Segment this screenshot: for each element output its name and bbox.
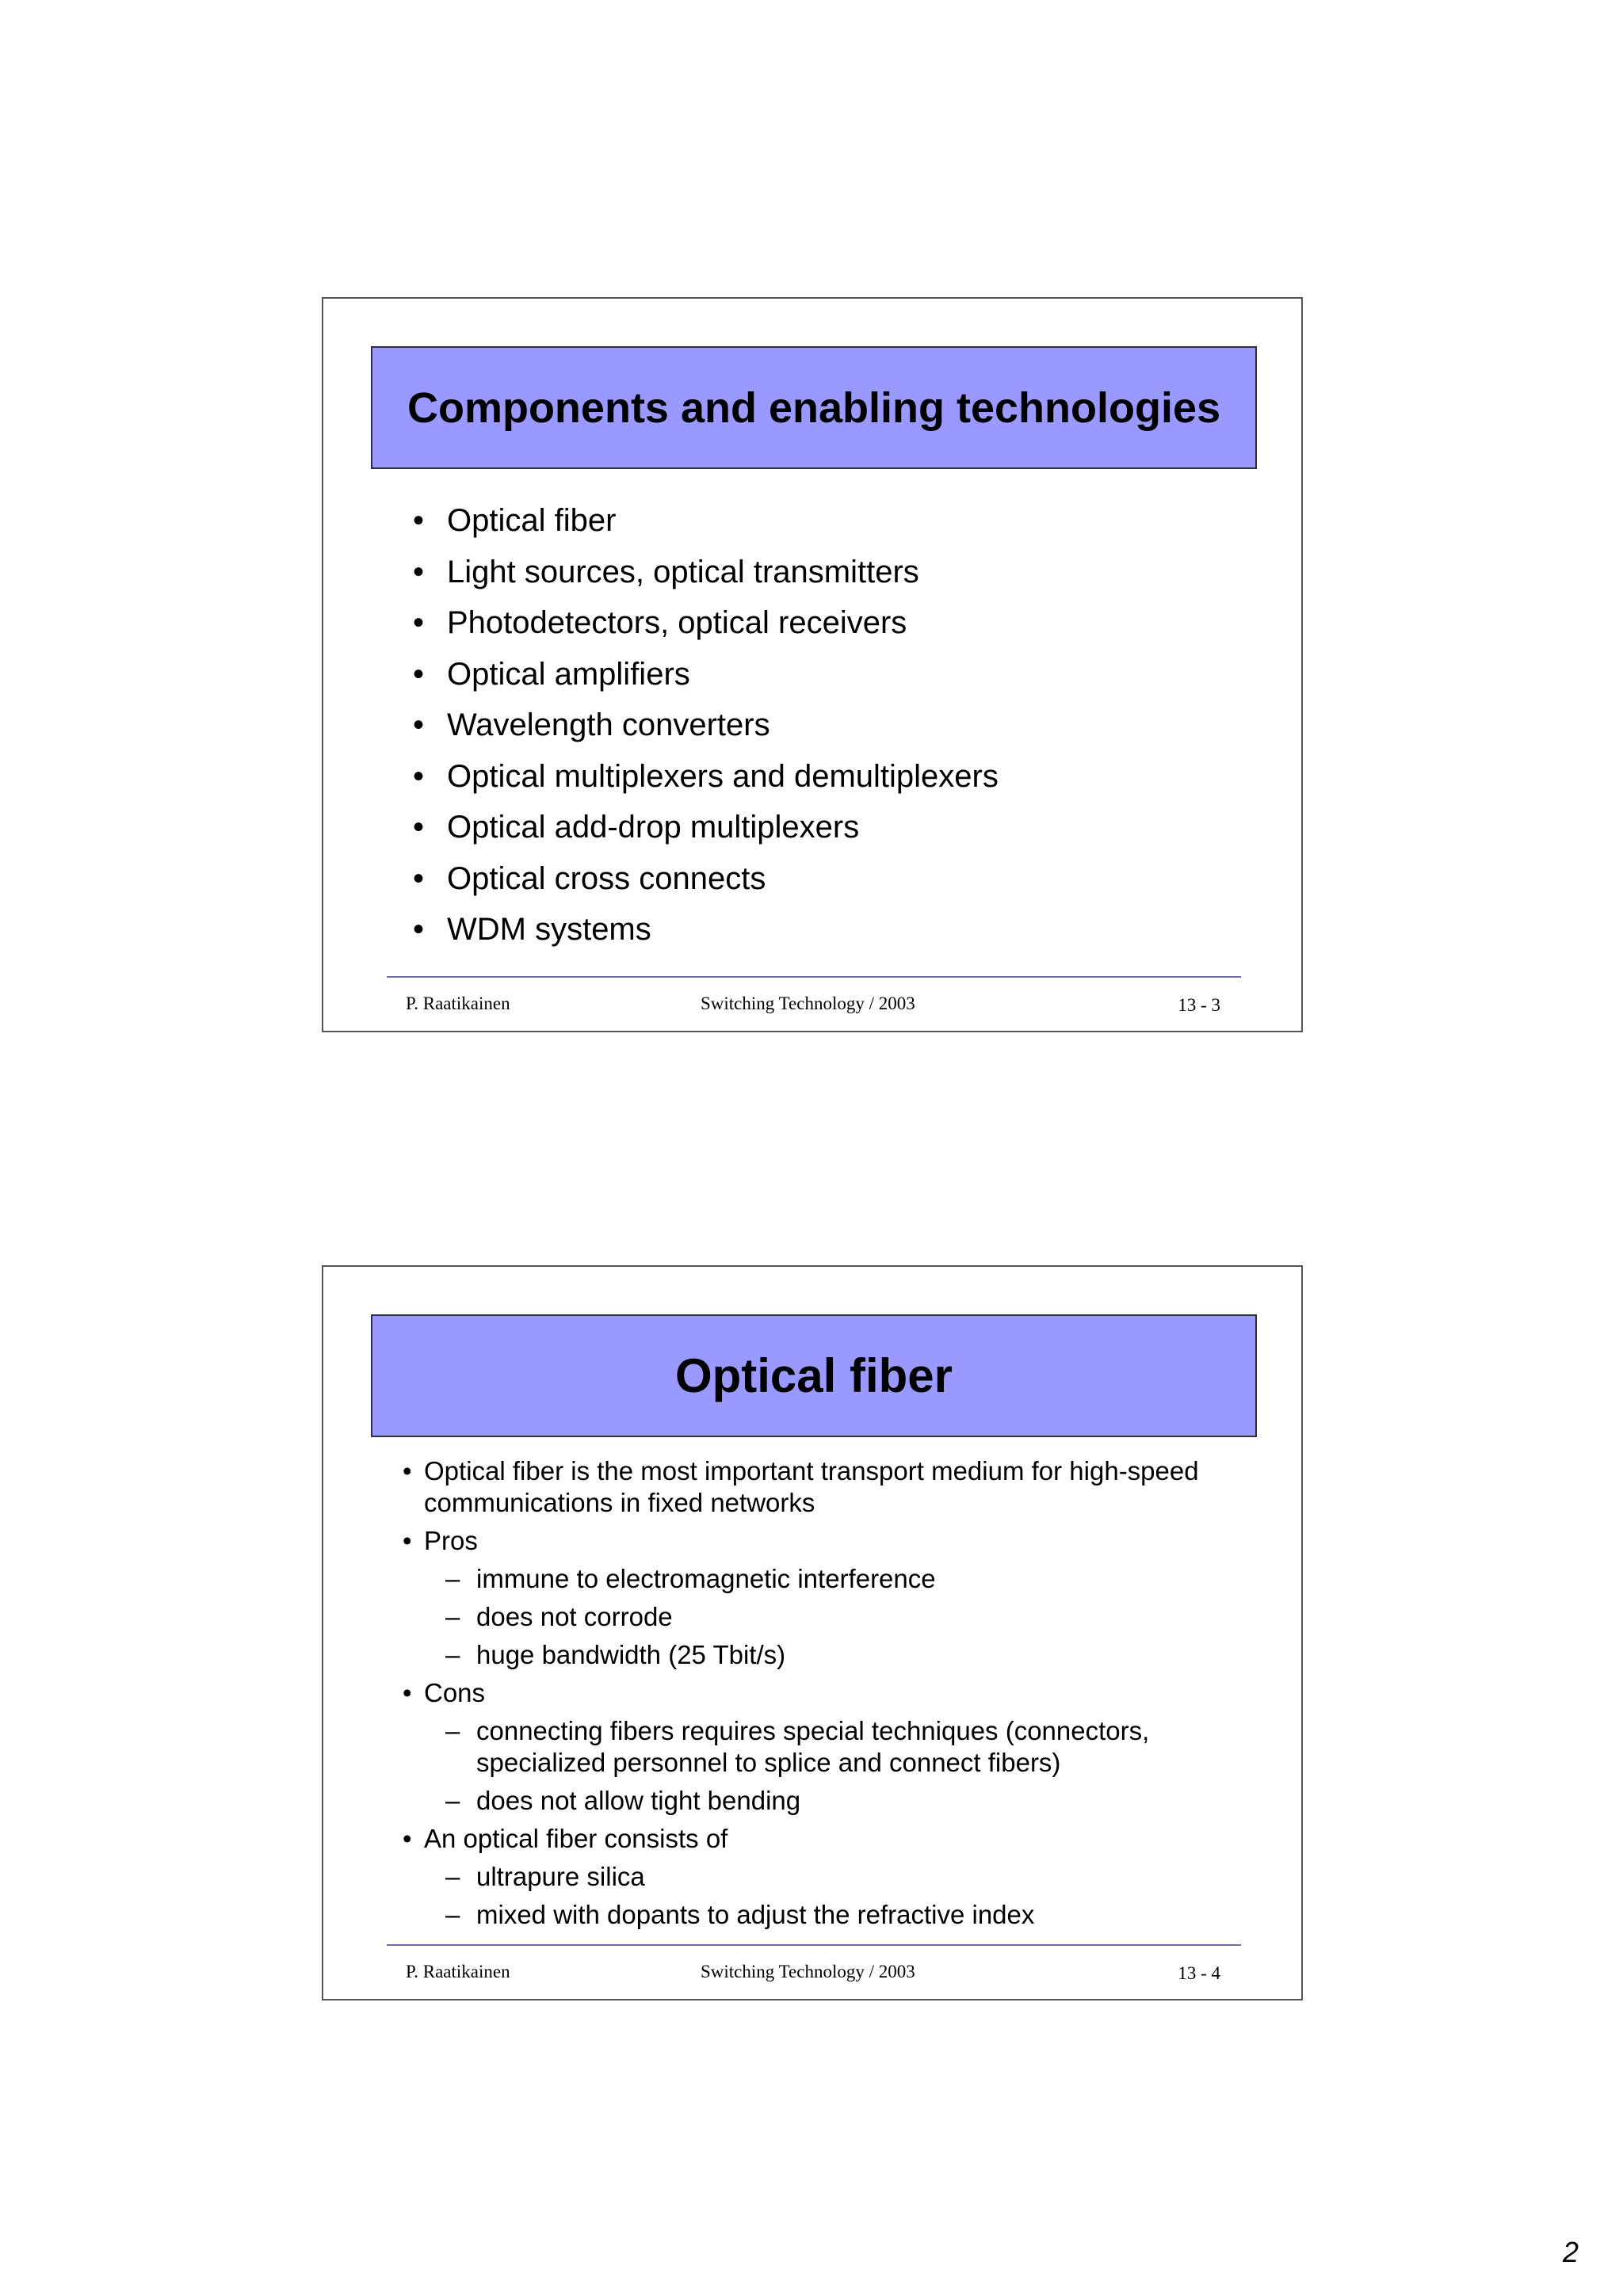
list-item-text: Optical cross connects: [447, 860, 766, 896]
dash-marker: –: [445, 1564, 460, 1593]
list-item-text: Wavelength converters: [447, 707, 770, 742]
list-item-text: Optical amplifiers: [447, 656, 690, 692]
bullet-marker: •: [412, 503, 424, 538]
slide-title: Optical fiber: [371, 1314, 1257, 1437]
list-item: [403, 751, 999, 803]
list-item-text: Light sources, optical transmitters: [447, 554, 919, 589]
list-item: [403, 1455, 1227, 1519]
dash-marker: –: [445, 1786, 460, 1815]
sheet-page-number: 2: [1562, 2236, 1579, 2268]
list-item: [403, 649, 999, 700]
footer-divider: [387, 976, 1241, 978]
bullet-marker: •: [403, 1456, 412, 1486]
sub-list-item-text: immune to electromagnetic interference: [476, 1564, 936, 1593]
bullet-marker: •: [412, 810, 424, 845]
list-item-text: Photodetectors, optical receivers: [447, 605, 907, 640]
bullet-marker: •: [412, 912, 424, 947]
list-item: [403, 904, 999, 955]
footer-slide-number: 13 - 4: [1178, 1963, 1220, 1983]
dash-marker: –: [445, 1716, 460, 1745]
bullet-marker: •: [412, 860, 424, 896]
dash-marker: –: [445, 1900, 460, 1929]
footer-course: Switching Technology / 2003: [701, 1962, 915, 1981]
list-item: [403, 1525, 1227, 1557]
sub-list-item-text: does not corrode: [476, 1602, 673, 1631]
sub-list-item-text: ultrapure silica: [476, 1862, 645, 1891]
list-item-text: Optical fiber: [447, 503, 617, 538]
sub-list-item-text: does not allow tight bending: [476, 1786, 801, 1815]
dash-marker: –: [445, 1640, 460, 1669]
list-item: [403, 700, 999, 751]
dash-marker: –: [445, 1862, 460, 1891]
bullet-marker: •: [403, 1526, 412, 1555]
bullet-marker: •: [412, 656, 424, 692]
sub-list-item-text: huge bandwidth (25 Tbit/s): [476, 1640, 786, 1669]
list-item-text: Optical fiber is the most important transport medium for high-speed communications in fixed networks: [424, 1456, 1199, 1517]
list-item-text: Optical add-drop multiplexers: [447, 810, 860, 845]
sub-list-item: [403, 1785, 1227, 1817]
list-item: [403, 597, 999, 649]
slide-title: Components and enabling technologies: [371, 346, 1257, 469]
slide-footer: [406, 991, 1220, 1016]
dash-marker: –: [445, 1602, 460, 1631]
slide-13-3: [322, 297, 1303, 1032]
list-item-text: An optical fiber consists of: [424, 1824, 728, 1853]
sub-list-item: [403, 1639, 1227, 1671]
footer-course: Switching Technology / 2003: [701, 994, 915, 1013]
sub-list-item: [403, 1563, 1227, 1595]
list-item-text: Cons: [424, 1678, 486, 1707]
footer-slide-number: 13 - 3: [1178, 995, 1220, 1015]
bullet-list: [403, 1455, 1227, 1937]
list-item-text: WDM systems: [447, 912, 651, 947]
footer-divider: [387, 1944, 1241, 1946]
bullet-marker: •: [403, 1824, 412, 1853]
footer-author: P. Raatikainen: [406, 994, 510, 1013]
sub-list-item-text: mixed with dopants to adjust the refractive index: [476, 1900, 1035, 1929]
list-item: [403, 1677, 1227, 1709]
sub-list-item-text: connecting fibers requires special techniques (connectors, specialized personnel to splice and connect fibers): [476, 1716, 1150, 1777]
bullet-marker: •: [403, 1678, 412, 1707]
bullet-marker: •: [412, 605, 424, 640]
list-item: [403, 1823, 1227, 1855]
list-item: [403, 853, 999, 905]
sub-list-item: [403, 1601, 1227, 1633]
list-item-text: Optical multiplexers and demultiplexers: [447, 758, 999, 794]
list-item: [403, 547, 999, 598]
bullet-marker: •: [412, 707, 424, 742]
bullet-list: [403, 495, 999, 955]
list-item: [403, 802, 999, 853]
bullet-marker: •: [412, 758, 424, 794]
slide-13-4: [322, 1265, 1303, 2000]
list-item-text: Pros: [424, 1526, 478, 1555]
footer-author: P. Raatikainen: [406, 1962, 510, 1981]
slide-footer: [406, 1959, 1220, 1985]
sub-list-item: [403, 1861, 1227, 1893]
list-item: [403, 495, 999, 547]
sub-list-item: [403, 1899, 1227, 1931]
sub-list-item: [403, 1715, 1227, 1779]
bullet-marker: •: [412, 554, 424, 589]
